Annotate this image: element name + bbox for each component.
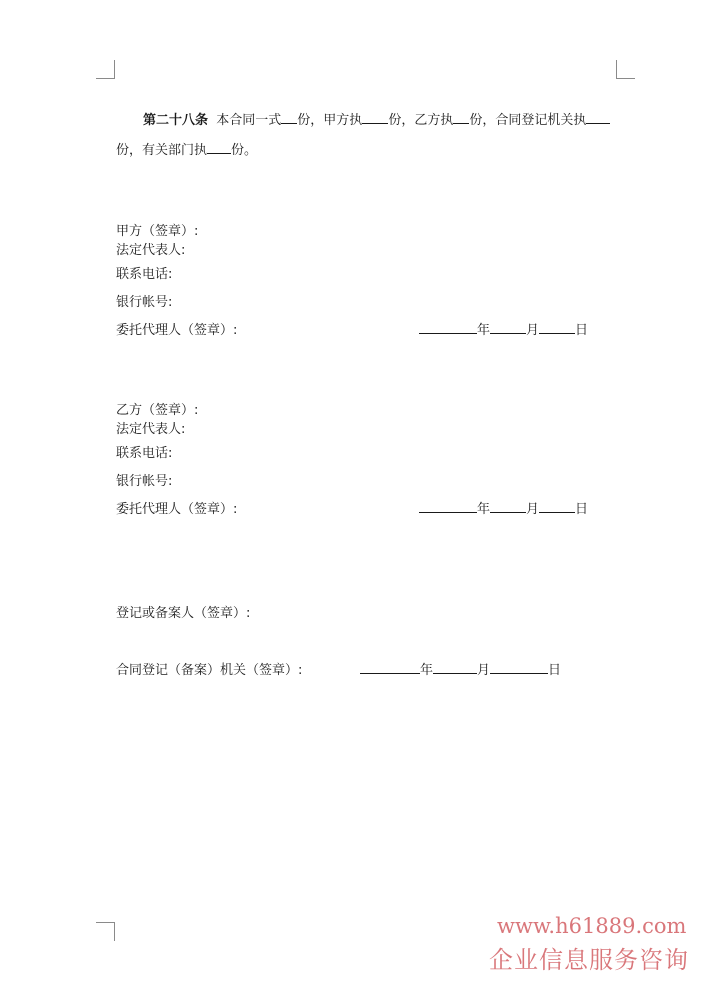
registration-authority-label: 合同登记（备案）机关（签章）: (116, 663, 303, 678)
article-number: 第二十八条 (143, 113, 209, 128)
party-a-bank-account-label: 银行帐号: (116, 295, 173, 310)
party-b-date (419, 498, 588, 517)
article-text-5: 份，有关部门执 (116, 143, 208, 158)
party-b-signature-label: 乙方（签章）: (116, 403, 199, 418)
day-label: 日 (548, 663, 562, 678)
month-label: 月 (526, 323, 540, 338)
year-label: 年 (477, 502, 491, 517)
registrar-person-label: 登记或备案人（签章）: (116, 606, 251, 621)
month-label: 月 (477, 663, 491, 678)
party-b-agent-label: 委托代理人（签章）: (116, 502, 238, 517)
party-b-phone-label: 联系电话: (116, 446, 173, 461)
copies-department-blank[interactable] (207, 141, 231, 154)
party-b-day-blank[interactable] (539, 500, 575, 513)
registration-date (360, 659, 561, 678)
party-b-year-blank[interactable] (419, 500, 477, 513)
party-a-year-blank[interactable] (419, 321, 477, 334)
copies-party-a-blank[interactable] (362, 111, 388, 124)
party-a-date (419, 319, 588, 338)
watermark-url: www.h61889.com (497, 914, 687, 938)
month-label: 月 (526, 502, 540, 517)
article-28-paragraph (116, 106, 626, 166)
party-b-month-blank[interactable] (490, 500, 526, 513)
article-text-3: 份，乙方执 (388, 113, 454, 128)
year-label: 年 (420, 663, 434, 678)
registration-month-blank[interactable] (433, 661, 477, 674)
party-a-legal-rep-label: 法定代表人: (116, 243, 186, 258)
watermark-text: 企业信息服务咨询 (489, 946, 689, 974)
year-label: 年 (477, 323, 491, 338)
party-a-signature-label: 甲方（签章）: (116, 224, 199, 239)
copies-total-blank[interactable] (281, 111, 297, 124)
day-label: 日 (575, 502, 589, 517)
article-text-1: 本合同一式 (216, 113, 282, 128)
registration-year-blank[interactable] (360, 661, 420, 674)
day-label: 日 (575, 323, 589, 338)
party-a-day-blank[interactable] (539, 321, 575, 334)
article-text-4: 份，合同登记机关执 (469, 113, 587, 128)
party-b-bank-account-label: 银行帐号: (116, 474, 173, 489)
page-corner-mark-top-left (96, 60, 115, 79)
copies-party-b-blank[interactable] (453, 111, 469, 124)
page-corner-mark-top-right (616, 60, 635, 79)
article-text-2: 份，甲方执 (297, 113, 363, 128)
article-text-6: 份。 (231, 143, 258, 158)
party-a-agent-label: 委托代理人（签章）: (116, 323, 238, 338)
party-b-legal-rep-label: 法定代表人: (116, 422, 186, 437)
party-a-month-blank[interactable] (490, 321, 526, 334)
page-corner-mark-bottom-left (96, 922, 115, 941)
party-a-phone-label: 联系电话: (116, 267, 173, 282)
registration-day-blank[interactable] (490, 661, 548, 674)
copies-registrar-blank[interactable] (586, 111, 610, 124)
